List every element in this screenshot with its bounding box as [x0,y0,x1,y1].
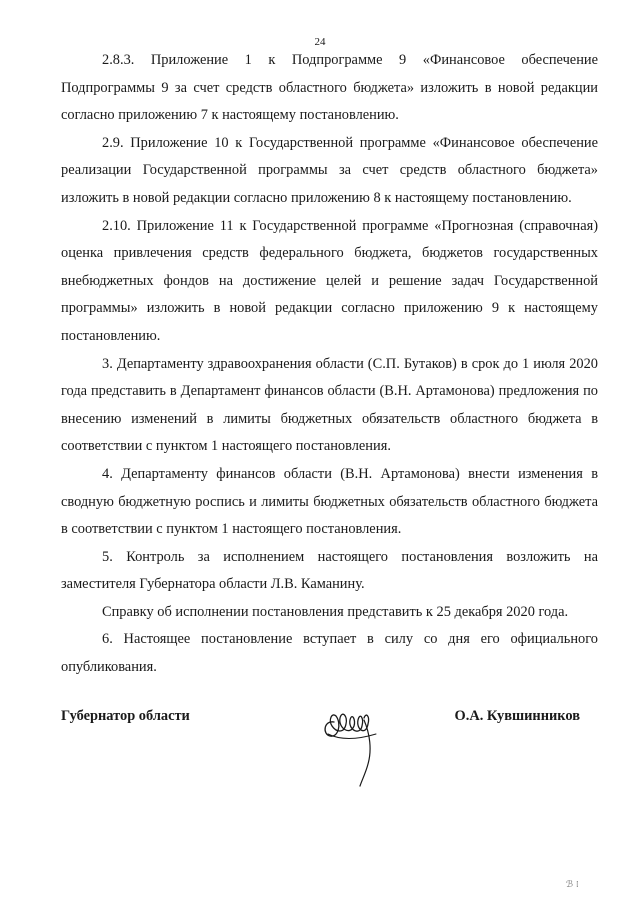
paragraph-3: 3. Департаменту здравоохранения области (С.П. Бутаков) в срок до 1 июля 2020 года представить в Департамент финансов области (В.Н. Артамонова) предложения по внесению изменений в лимиты бюджетных обязательств областного бюджета в соответствии с пунктом 1 настоящего постановления. [61,355,598,455]
paragraph-2-10: 2.10. Приложение 11 к Государственной программе «Прогнозная (справочная) оценка привлечения средств федерального бюджета, бюджетов государственных внебюджетных фондов на достижение целей и решение задач Государственной программы» изложить в новой редакции согласно приложению 9 к настоящему постановлению. [61,217,598,344]
paragraph-6: 6. Настоящее постановление вступает в силу со дня его официального опубликования. [61,631,598,676]
handwritten-signature [320,690,390,790]
paragraph-report: Справку об исполнении постановления представить к 25 декабря 2020 года. [102,603,569,620]
page-number: 24 [314,36,326,48]
signatory-name: О.А. Кувшинников [454,708,580,724]
paragraph-4: 4. Департаменту финансов области (В.Н. Артамонова) внести изменения в сводную бюджетную роспись и лимиты бюджетных обязательств областного бюджета в соответствии с пунктом 1 настоящего постановления. [61,465,598,538]
paragraph-2-8-3: 2.8.3. Приложение 1 к Подпрограмме 9 «Финансовое обеспечение Подпрограммы 9 за счет средств областного бюджета» изложить в новой редакции согласно приложению 7 к настоящему постановлению. [61,52,598,124]
signatory-title: Губернатор области [61,708,190,724]
paragraph-2-9: 2.9. Приложение 10 к Государственной программе «Финансовое обеспечение реализации Государственной программы за счет средств областного бюджета» изложить в новой редакции согласно приложению 8 к настоящему постановлению. [61,134,598,206]
paragraph-5: 5. Контроль за исполнением настоящего постановления возложить на заместителя Губернатора области Л.В. Каманину. [61,548,598,593]
footer-mark: ℬ ⁞ [566,880,579,890]
document-body [61,47,598,682]
